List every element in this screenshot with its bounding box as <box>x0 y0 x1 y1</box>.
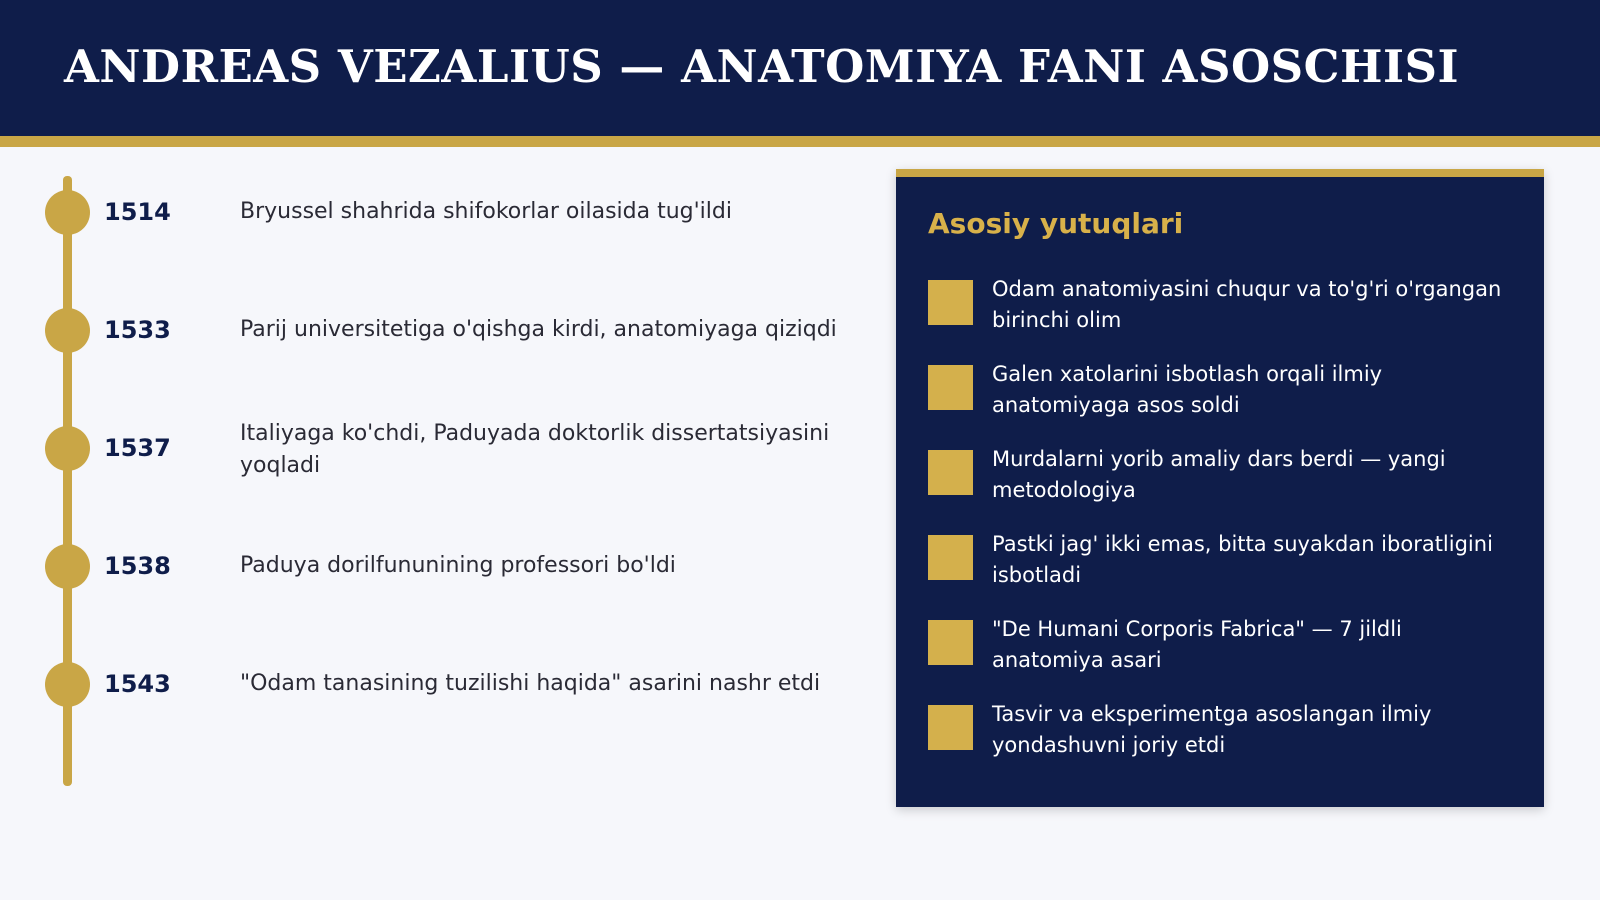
timeline-year: 1543 <box>104 670 171 698</box>
achievements-panel <box>896 169 1544 807</box>
achievement-item <box>928 274 1518 346</box>
timeline-year: 1514 <box>104 198 171 226</box>
timeline-item <box>0 418 860 478</box>
panel-accent-line <box>896 169 1544 177</box>
square-bullet-icon <box>928 280 973 325</box>
page-title: ANDREAS VEZALIUS — ANATOMIYA FANI ASOSCHISI <box>64 40 1460 93</box>
square-bullet-icon <box>928 620 973 665</box>
timeline-event: Italiyaga ko'chdi, Paduyada doktorlik dissertatsiyasini yoqladi <box>240 421 830 478</box>
square-bullet-icon <box>928 450 973 495</box>
timeline-year: 1537 <box>104 434 171 462</box>
achievement-text: Tasvir va eksperimentga asoslangan ilmiy yondashuvni joriy etdi <box>992 702 1432 757</box>
timeline-event: Bryussel shahrida shifokorlar oilasida tug'ildi <box>240 199 732 224</box>
achievement-item <box>928 359 1518 431</box>
timeline-item <box>0 536 860 596</box>
square-bullet-icon <box>928 365 973 410</box>
timeline-item <box>0 654 860 714</box>
timeline-event: Parij universitetiga o'qishga kirdi, anatomiyaga qiziqdi <box>240 317 837 342</box>
timeline-dot <box>45 190 90 235</box>
achievements-title: Asosiy yutuqlari <box>928 207 1184 240</box>
timeline-dot <box>45 662 90 707</box>
achievement-item <box>928 699 1518 771</box>
timeline-event: "Odam tanasining tuzilishi haqida" asarini nashr etdi <box>240 671 821 696</box>
timeline-item <box>0 300 860 360</box>
achievement-text: Galen xatolarini isbotlash orqali ilmiy anatomiyaga asos soldi <box>992 362 1383 417</box>
achievement-text: Odam anatomiyasini chuqur va to'g'ri o'rgangan birinchi olim <box>992 277 1502 332</box>
timeline-dot <box>45 308 90 353</box>
timeline-year: 1538 <box>104 552 171 580</box>
achievement-item <box>928 614 1518 686</box>
timeline-dot <box>45 426 90 471</box>
square-bullet-icon <box>928 535 973 580</box>
timeline-year: 1533 <box>104 316 171 344</box>
square-bullet-icon <box>928 705 973 750</box>
achievement-text: "De Humani Corporis Fabrica" — 7 jildli anatomiya asari <box>992 617 1402 672</box>
achievement-item <box>928 444 1518 516</box>
achievement-text: Murdalarni yorib amaliy dars berdi — yangi metodologiya <box>992 447 1446 502</box>
achievement-item <box>928 529 1518 601</box>
achievement-text: Pastki jag' ikki emas, bitta suyakdan iboratligini isbotladi <box>992 532 1493 587</box>
timeline-dot <box>45 544 90 589</box>
timeline-item <box>0 182 860 242</box>
timeline-event: Paduya dorilfununining professori bo'ldi <box>240 553 676 578</box>
